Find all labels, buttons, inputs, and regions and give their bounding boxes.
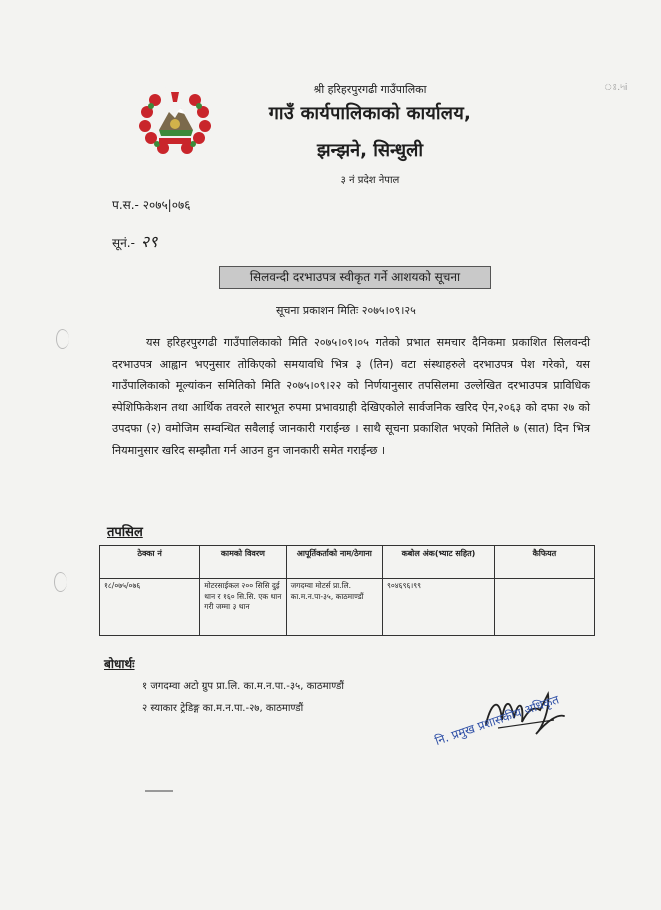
col-header-supplier: आपूर्तिकर्ताको नाम/ठेगाना bbox=[286, 546, 382, 579]
reference-su-label: सूनं.- bbox=[112, 236, 135, 250]
table-row bbox=[100, 579, 595, 636]
cc-item: २ स्याकार ट्रेडिङ्ग का.म.न.पा.-२७, काठमाण्डौं bbox=[142, 703, 304, 714]
schedule-header-row bbox=[100, 546, 595, 579]
reference-su-value: २९ bbox=[140, 232, 158, 251]
col-header-contract-no: ठेक्का नं bbox=[100, 546, 200, 579]
punch-hole-mark bbox=[56, 329, 69, 349]
office-name: गाउँ कार्यपालिकाको कार्यालय, bbox=[268, 103, 472, 124]
reference-ps-label: प.स.- bbox=[112, 198, 139, 212]
col-header-remarks: कैफियत bbox=[494, 546, 594, 579]
col-header-work-description: कामको विवरण bbox=[200, 546, 286, 579]
official-stamp: नि. प्रमुख प्रशासकीय अधिकृत bbox=[433, 692, 561, 749]
cc-title: बोधार्थः bbox=[104, 657, 135, 671]
reference-ps bbox=[112, 196, 190, 213]
cc-item: १ जगदम्वा अटो ग्रुप प्रा.लि. का.म.न.पा.-३५, काठमाण्डौं bbox=[142, 681, 344, 692]
notice-title: सिलवन्दी दरभाउपत्र स्वीकृत गर्ने आशयको सूचना bbox=[219, 266, 491, 289]
office-location: झन्झने, सिन्धुली bbox=[317, 140, 423, 161]
reference-su bbox=[112, 230, 157, 252]
schedule-table bbox=[99, 545, 595, 636]
scan-streak bbox=[145, 790, 173, 792]
punch-hole-mark bbox=[54, 572, 67, 592]
col-header-bid-amount: कबोल अंक(भ्याट सहित) bbox=[382, 546, 494, 579]
cell-supplier: जगदम्वा मोटर्स प्रा.लि. का.म.न.पा-३५, काठमाण्डौं bbox=[286, 579, 382, 636]
cell-contract-no: १८/०७५/०७६ bbox=[100, 579, 200, 636]
schedule-title: तपसिल bbox=[107, 525, 143, 540]
cell-remarks bbox=[494, 579, 594, 636]
cell-work-description: मोटरसाईकल २०० सिसि दुई थान र १६० सि.सि. एक थान गरी जम्मा ३ थान bbox=[200, 579, 286, 636]
reference-ps-value: २०७५|०७६ bbox=[142, 198, 191, 212]
notice-body: यस हरिहरपुरगढी गाउँपालिकाको मिति २०७५।०९।०५ गतेको प्रभात समचार दैनिकमा प्रकाशित सिलवन्दी दरभाउपत्र आह्वान भएनुसार तोकिएको समयावधि भित्र ३ (तिन) वटा संस्थाहरुले दरभाउपत्र पेश गरेको, यस गाउँपालिकाको मूल्यांकन समितिको मिति २०७५।०९।२२ को निर्णयानुसार तपसिलमा उल्लेखित दरभाउपत्र प्राविधिक स्पेशिफिकेशन तथा आर्थिक तवरले सारभूत रुपमा प्रभावग्राही देखिएकोले सार्वजनिक खरिद ऐन,२०६३ को दफा २७ को उपदफा (२) वमोजिम सम्वन्धित सवैलाई जानकारी गराईन्छ । साथै सूचना प्रकाशित भएको मितिले ७ (सात) दिन भित्र नियमानुसार खरिद सम्झौता गर्न आउन हुन जानकारी समेत गराईन्छ । bbox=[112, 336, 590, 457]
scan-mark: ঃ.৸i bbox=[604, 83, 628, 93]
municipality-name: श्री हरिहरपुरगढी गाउँपालिका bbox=[313, 83, 427, 96]
province-name: ३ नं प्रदेश नेपाल bbox=[340, 175, 400, 186]
cell-bid-amount: ९०४६९६।९९ bbox=[382, 579, 494, 636]
publication-date: सूचना प्रकाशन मितिः २०७५।०९।२५ bbox=[276, 304, 416, 317]
